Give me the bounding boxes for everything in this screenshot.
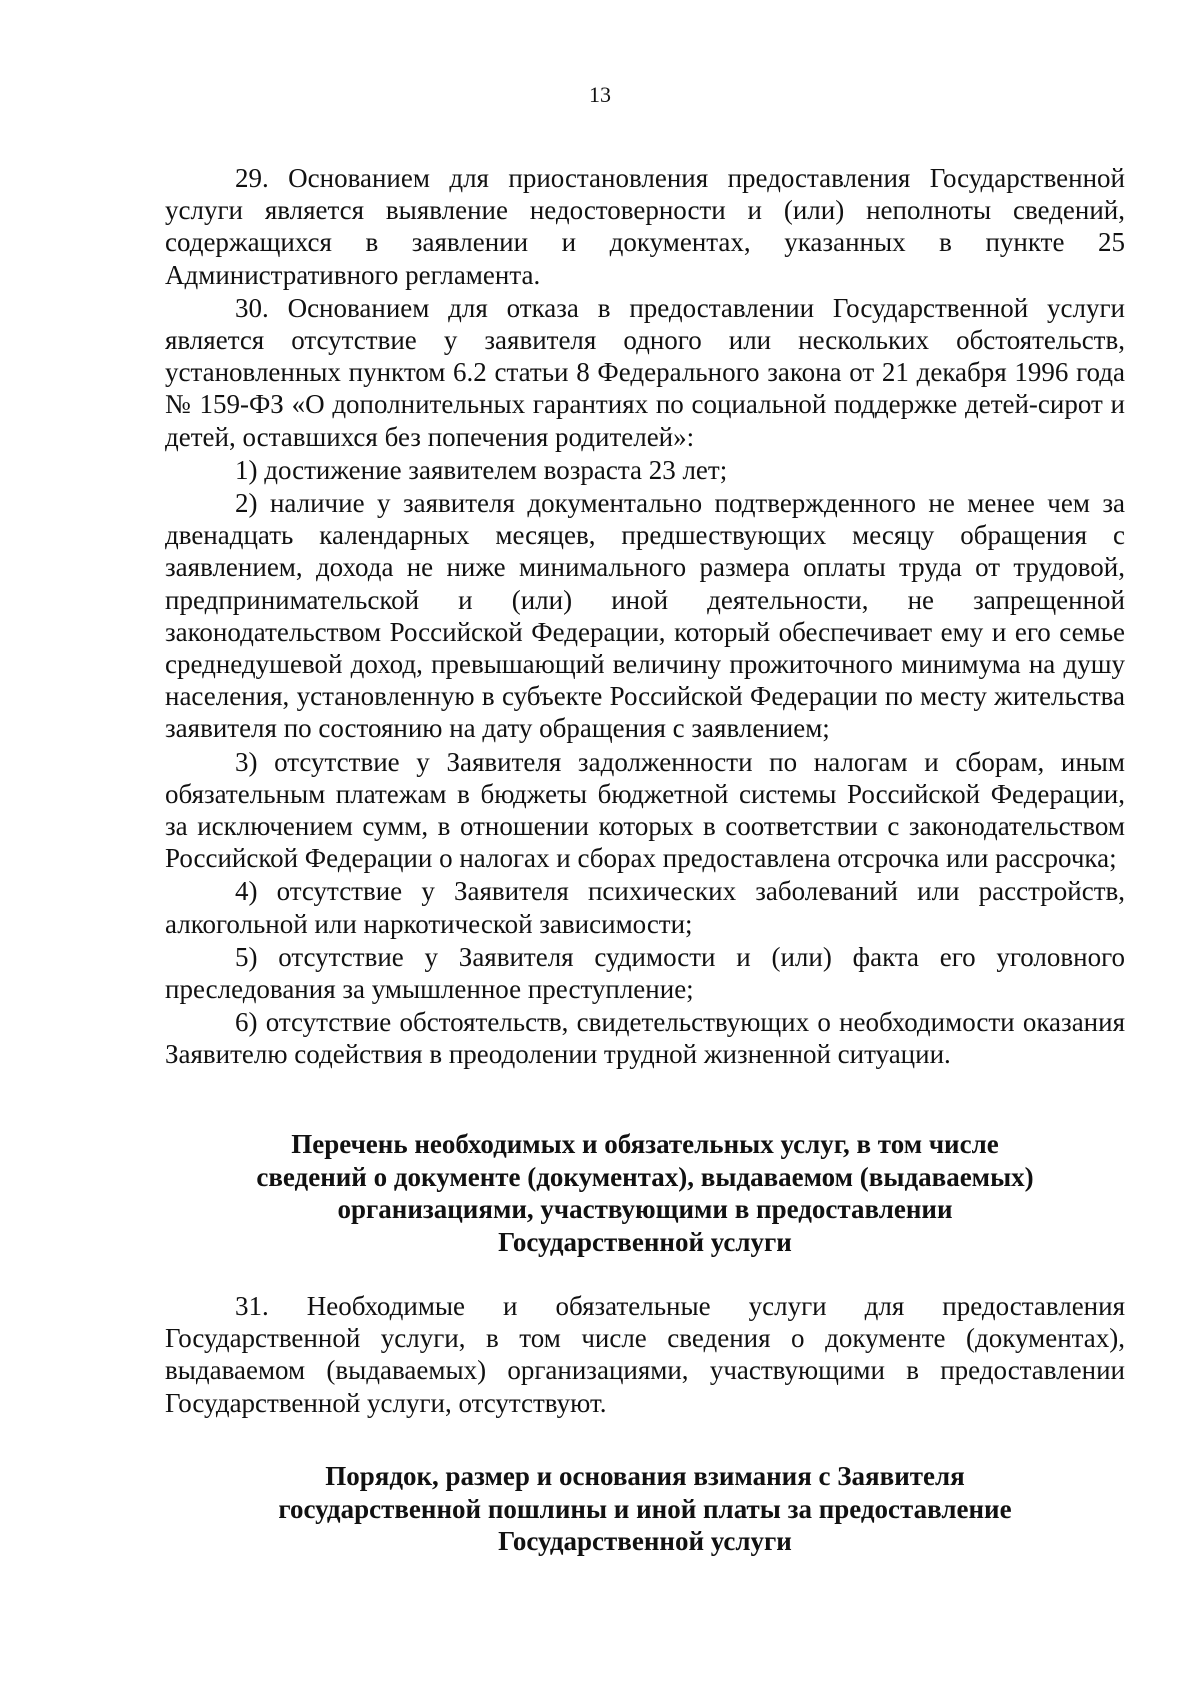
list-item-5: 5) отсутствие у Заявителя судимости и (или) факта его уголовного преследования за умышленное преступление; — [165, 941, 1125, 1005]
section-heading-required-services — [165, 1128, 1125, 1258]
heading-line: Государственной услуги — [498, 1226, 792, 1257]
list-item-3: 3) отсутствие у Заявителя задолженности по налогам и сборам, иным обязательным платежам в бюджеты бюджетной системы Российской Федерации, за исключением сумм, в отношении которых в соответствии с законодательством Российской Федерации о налогах и сборах предоставлена отсрочка или рассрочка; — [165, 746, 1125, 874]
section-required-services — [165, 1290, 1125, 1419]
paragraph-29: 29. Основанием для приостановления предоставления Государственной услуги является выявление недостоверности и (или) неполноты сведений, содержащихся в заявлении и документах, указанных в пункте 25 Административного регламента. — [165, 163, 1125, 290]
page-number: 13 — [589, 82, 611, 107]
list-item-4: 4) отсутствие у Заявителя психических заболеваний или расстройств, алкогольной или наркотической зависимости; — [165, 876, 1125, 939]
paragraph-30: 30. Основанием для отказа в предоставлении Государственной услуги является отсутствие у заявителя одного или нескольких обстоятельств, установленных пунктом 6.2 статьи 8 Федерального закона от 21 декабря 1996 года № 159-ФЗ «О дополнительных гарантиях по социальной поддержке детей-сирот и детей, оставшихся без попечения родителей»: — [165, 292, 1125, 452]
heading-line: Перечень необходимых и обязательных услуг, в том числе — [291, 1129, 999, 1159]
heading-line: сведений о документе (документах), выдаваемом (выдаваемых) — [256, 1161, 1034, 1192]
list-item-2: 2) наличие у заявителя документально подтвержденного не менее чем за двенадцать календарных месяцев, предшествующих месяцу обращения с заявлением, дохода не ниже минимального размера оплаты труда от трудовой, предпринимательской и (или) иной деятельности, не запрещенной законодательством Российской Федерации, который обеспечивает ему и его семье среднедушевой доход, превышающий величину прожиточного минимума на душу населения, установленную в субъекте Российской Федерации по месту жительства заявителя по состоянию на дату обращения с заявлением; — [165, 488, 1125, 744]
section-grounds-suspension-refusal — [165, 162, 1125, 1072]
heading-line: организациями, участвующими в предоставлении — [337, 1194, 953, 1224]
list-item-1: 1) достижение заявителем возраста 23 лет; — [235, 454, 728, 485]
heading-line: Порядок, размер и основания взимания с Заявителя — [325, 1461, 965, 1491]
heading-line: Государственной услуги — [498, 1526, 792, 1556]
list-item-6: 6) отсутствие обстоятельств, свидетельствующих о необходимости оказания Заявителю содействия в преодолении трудной жизненной ситуации. — [165, 1007, 1125, 1070]
heading-line: государственной пошлины и иной платы за предоставление — [278, 1493, 1012, 1524]
paragraph-31: 31. Необходимые и обязательные услуги для предоставления Государственной услуги, в том числе сведения о документе (документах), выдаваемом (выдаваемых) организациями, участвующими в предоставлении Государственной услуги, отсутствуют. — [165, 1291, 1125, 1418]
section-heading-state-fee — [165, 1460, 1125, 1558]
